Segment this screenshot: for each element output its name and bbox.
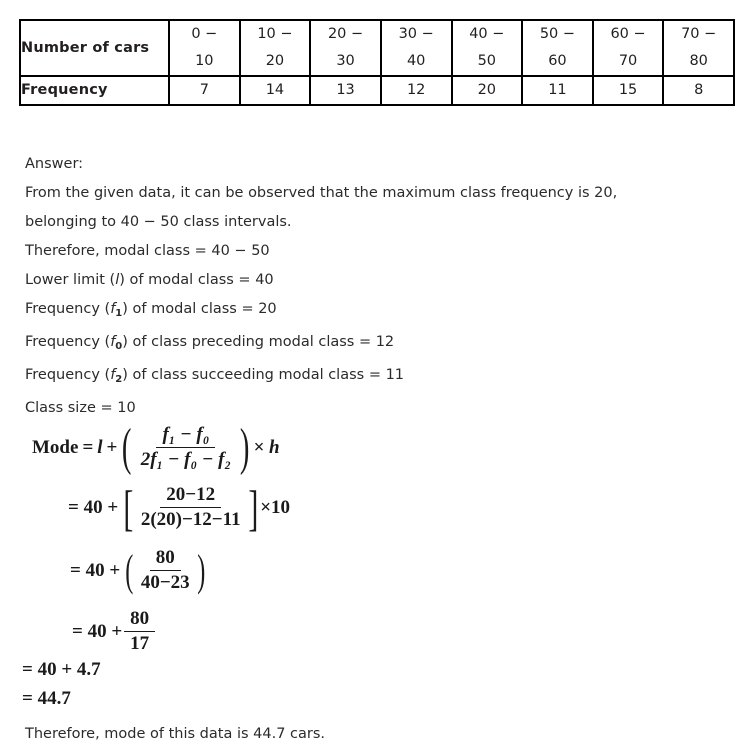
table-cell-class-2	[310, 20, 381, 76]
class-upper-0: 10	[195, 53, 214, 69]
class-lower-6: 60 −	[610, 26, 646, 42]
f0-suffix: ) of class preceding modal class = 12	[122, 334, 395, 350]
mode-equals: =	[82, 436, 94, 458]
sub3-lead: = 40 +	[72, 620, 123, 642]
class-upper-4: 50	[477, 53, 497, 69]
f0-symbol: f	[110, 334, 116, 350]
table-row-class-intervals	[20, 20, 734, 76]
left-bracket-icon: [	[123, 479, 134, 536]
math-row-substitution-3	[72, 608, 157, 655]
f0-prefix: Frequency (	[25, 334, 111, 350]
right-paren-icon: )	[239, 418, 250, 476]
table-cell-class-7	[663, 20, 734, 76]
right-bracket-icon: ]	[247, 479, 258, 536]
sub1-denominator: 2(20)−12−11	[140, 509, 241, 530]
math-row-result-2: = 44.7	[22, 688, 71, 709]
f2-symbol: f	[110, 367, 116, 383]
sub1-lead: = 40 +	[68, 496, 119, 518]
frequency-table-container	[19, 19, 735, 106]
f2-prefix: Frequency (	[25, 367, 111, 383]
table-cell-class-4	[452, 20, 523, 76]
mode-plus: +	[106, 436, 118, 458]
class-upper-5: 60	[548, 53, 567, 69]
answer-line-observation: From the given data, it can be observed that the maximum class frequency is 20,	[25, 185, 618, 201]
f1-symbol: f	[110, 301, 116, 317]
table-cell-frequency-4: 20	[452, 76, 523, 105]
sub1-numerator: 20−12	[160, 484, 221, 508]
answer-line-frequency-f2	[25, 361, 740, 394]
sub2-fraction	[135, 547, 196, 594]
table-cell-frequency-2: 13	[310, 76, 381, 105]
class-upper-3: 40	[406, 53, 426, 69]
class-lower-1: 10 −	[257, 26, 293, 42]
math-row-mode-formula	[32, 418, 280, 476]
table-cell-frequency-7: 8	[663, 76, 734, 105]
sub2-denominator: 40−23	[140, 572, 190, 593]
table-cell-frequency-1: 14	[240, 76, 311, 105]
table-row-frequency	[20, 76, 734, 105]
class-lower-5: 50 −	[539, 26, 576, 42]
conclusion-line: Therefore, mode of this data is 44.7 cars.	[25, 726, 326, 742]
mode-fraction	[135, 424, 237, 471]
answer-heading: Answer:	[25, 156, 84, 172]
sub2-lead: = 40 +	[70, 559, 121, 581]
lower-limit-symbol: l	[115, 272, 120, 288]
class-upper-7: 80	[689, 53, 708, 69]
table-cell-class-0	[169, 20, 240, 76]
f2-suffix: ) of class succeeding modal class = 11	[122, 367, 405, 383]
answer-line-lower-limit	[25, 266, 740, 295]
class-upper-2: 30	[336, 53, 355, 69]
mode-times-h: × h	[253, 436, 280, 458]
sub3-denominator: 17	[130, 633, 150, 654]
class-lower-3: 30 −	[398, 26, 434, 42]
table-cell-frequency-5: 11	[522, 76, 593, 105]
left-paren-small-icon: (	[125, 545, 134, 595]
f1-suffix: ) of modal class = 20	[122, 301, 277, 317]
mode-fraction-numerator: f₁ − f₀	[156, 424, 215, 448]
math-row-substitution-1	[68, 479, 291, 536]
answer-block	[25, 150, 740, 423]
f0-subscript: 0	[115, 341, 123, 352]
f2-subscript: 2	[115, 374, 123, 385]
table-cell-class-5	[522, 20, 593, 76]
sub2-numerator: 80	[150, 547, 181, 571]
answer-line-belonging: belonging to 40 − 50 class intervals.	[25, 214, 292, 230]
frequency-table	[19, 19, 735, 106]
class-upper-1: 20	[265, 53, 285, 69]
math-row-substitution-2	[70, 547, 204, 594]
class-lower-0: 0 −	[191, 26, 218, 42]
class-lower-2: 20 −	[327, 26, 364, 42]
row-label-frequency: Frequency	[20, 76, 169, 105]
table-cell-class-1	[240, 20, 311, 76]
f1-prefix: Frequency (	[25, 301, 111, 317]
answer-line-frequency-f0	[25, 328, 740, 361]
sub3-fraction	[124, 608, 155, 655]
math-row-result-1: = 40 + 4.7	[22, 659, 101, 680]
sub1-fraction	[135, 484, 247, 531]
table-cell-class-3	[381, 20, 452, 76]
class-upper-6: 70	[618, 53, 638, 69]
left-paren-icon: (	[122, 418, 132, 476]
table-cell-class-6	[593, 20, 664, 76]
mode-fraction-denominator: 2f₁ − f₀ − f₂	[140, 449, 232, 470]
lower-limit-prefix: Lower limit (	[25, 272, 116, 288]
lower-limit-suffix: ) of modal class = 40	[119, 272, 274, 288]
class-lower-4: 40 −	[469, 26, 505, 42]
right-paren-small-icon: )	[196, 545, 205, 595]
f1-subscript: 1	[115, 308, 123, 319]
answer-line-class-size: Class size = 10	[25, 400, 136, 416]
sub3-numerator: 80	[124, 608, 155, 632]
mode-l-symbol: l	[97, 436, 103, 458]
table-cell-frequency-3: 12	[381, 76, 452, 105]
table-cell-frequency-6: 15	[593, 76, 664, 105]
class-lower-7: 70 −	[681, 26, 717, 42]
answer-line-modal-class: Therefore, modal class = 40 − 50	[25, 243, 270, 259]
table-cell-frequency-0: 7	[169, 76, 240, 105]
answer-line-frequency-f1	[25, 295, 740, 328]
row-label-number-of-cars: Number of cars	[20, 20, 169, 76]
sub1-times-ten: ×10	[260, 496, 291, 518]
mode-label: Mode	[32, 436, 79, 458]
